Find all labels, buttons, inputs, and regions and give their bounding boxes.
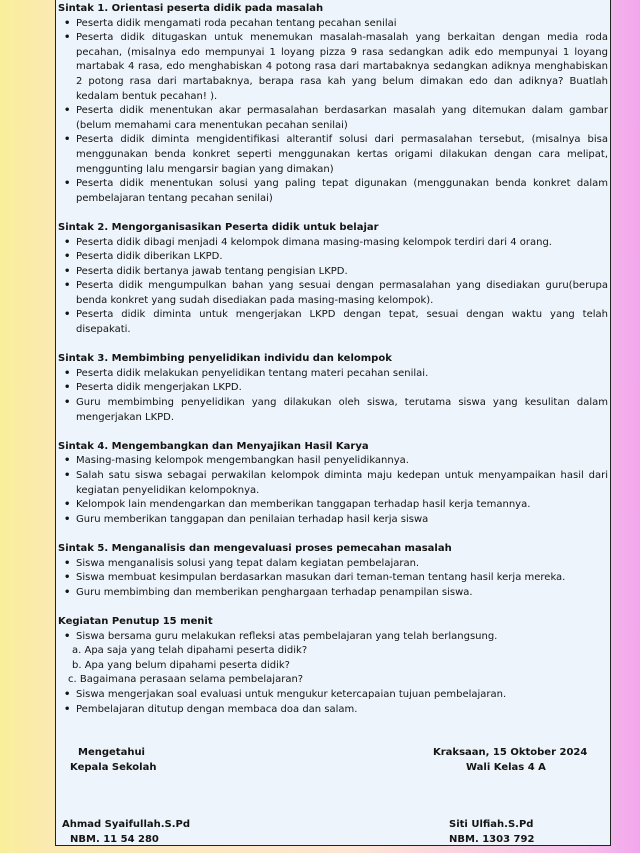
sintak-3-title: Sintak 3. Membimbing penyelidikan individu dan kelompok [58, 353, 392, 365]
sintak-1-list [58, 17, 608, 207]
list-item: • Peserta didik menentukan solusi yang paling tepat digunakan (menggunakan benda konkret dalam pembelajaran tentang pecahan senilai) [58, 177, 608, 206]
sintak-2-list [58, 236, 608, 338]
list-item: • Peserta didik diminta untuk mengerjakan LKPD dengan tepat, sesuai dengan waktu yang telah disepakati. [58, 308, 608, 337]
reflection-question-c: c. Bagaimana perasaan selama pembelajaran? [68, 674, 304, 686]
sintak-5-list [58, 557, 608, 601]
right-sign-line2: Wali Kelas 4 A [466, 762, 546, 773]
list-item: • Peserta didik diminta mengidentifikasi alterantif solusi dari permasalahan tersebut, (misalnya bisa menggunakan benda konkret seperti menggunakan kertas origami dilakukan dengan cara melipat, menggunting lalu mengarsir bagian yang dimakan) [58, 133, 608, 177]
right-sign-nbm: NBM. 1303 792 [449, 834, 535, 845]
list-item: • Siswa menganalisis solusi yang tepat dalam kegiatan pembelajaran. [58, 557, 608, 572]
document-page [55, 0, 611, 846]
list-item: • Guru membimbing dan memberikan penghargaan terhadap penampilan siswa. [58, 586, 608, 601]
reflection-question-a: a. Apa saja yang telah dipahami peserta didik? [72, 645, 308, 657]
left-sign-line1: Mengetahui [78, 747, 145, 758]
list-item: • Pembelajaran ditutup dengan membaca doa dan salam. [58, 703, 608, 718]
sintak-2-title: Sintak 2. Mengorganisasikan Peserta didik untuk belajar [58, 221, 379, 233]
list-item: • Siswa membuat kesimpulan berdasarkan masukan dari teman-teman tentang hasil kerja mereka. [58, 571, 608, 586]
list-item: • Peserta didik menentukan akar permasalahan berdasarkan masalah yang ditemukan dalam gambar (belum memahami cara menentukan pecahan senilai) [58, 104, 608, 133]
sintak-1-title: Sintak 1. Orientasi peserta didik pada masalah [58, 3, 324, 14]
closing-list [58, 630, 608, 645]
left-sign-nbm: NBM. 11 54 280 [70, 834, 159, 845]
list-item: • Siswa mengerjakan soal evaluasi untuk mengukur ketercapaian tujuan pembelajaran. [58, 688, 608, 703]
list-item: • Peserta didik melakukan penyelidikan tentang materi pecahan senilai. [58, 367, 608, 382]
list-item: • Siswa bersama guru melakukan refleksi atas pembelajaran yang telah berlangsung. [58, 630, 608, 645]
reflection-question-b: b. Apa yang belum dipahami peserta didik? [72, 659, 290, 671]
list-item: • Peserta didik mengumpulkan bahan yang sesuai dengan permasalahan yang disediakan guru(berupa benda konkret yang sudah disediakan pada masing-masing kelompok). [58, 279, 608, 308]
closing-title: Kegiatan Penutup 15 menit [58, 615, 213, 627]
list-item: • Peserta didik bertanya jawab tentang pengisian LKPD. [58, 265, 608, 280]
list-item: • Guru membimbing penyelidikan yang dilakukan oleh siswa, terutama siswa yang kesulitan dalam mengerjakan LKPD. [58, 396, 608, 425]
list-item: • Guru memberikan tanggapan dan penilaian terhadap hasil kerja siswa [58, 513, 608, 528]
closing-list-2 [58, 688, 608, 717]
list-item: • Peserta didik dibagi menjadi 4 kelompok dimana masing-masing kelompok terdiri dari 4 orang. [58, 236, 608, 251]
sintak-4-list [58, 454, 608, 527]
sintak-4-title: Sintak 4. Mengembangkan dan Menyajikan Hasil Karya [58, 440, 369, 452]
list-item: • Peserta didik ditugaskan untuk menemukan masalah-masalah yang berkaitan dengan media roda pecahan, (misalnya edo mempunyai 1 loyang pizza 9 rasa sedangkan adik edo mempunyai 1 loyang martabak 4 rasa, edo menghabiskan 4 potong rasa dari martabaknya sedangkan adiknya menghabiskan 2 potong rasa dari martabaknya, berapa rasa kah yang belum dimakan edo dan adiknya? Buatlah kedalam bentuk pecahan! ). [58, 31, 608, 104]
left-sign-line2: Kepala Sekolah [70, 762, 157, 773]
list-item: • Peserta didik mengerjakan LKPD. [58, 381, 608, 396]
right-sign-name: Siti Ulfiah.S.Pd [449, 819, 534, 830]
list-item: • Kelompok lain mendengarkan dan memberikan tanggapan terhadap hasil kerja temannya. [58, 498, 608, 513]
list-item: • Peserta didik mengamati roda pecahan tentang pecahan senilai [58, 17, 608, 32]
list-item: • Peserta didik diberikan LKPD. [58, 250, 608, 265]
sintak-3-list [58, 367, 608, 425]
list-item: • Salah satu siswa sebagai perwakilan kelompok diminta maju kedepan untuk menyampaikan hasil dari kegiatan penyelidikan kelompoknya. [58, 469, 608, 498]
left-sign-name: Ahmad Syaifullah.S.Pd [62, 819, 191, 830]
list-item: • Masing-masing kelompok mengembangkan hasil penyelidikannya. [58, 454, 608, 469]
sintak-5-title: Sintak 5. Menganalisis dan mengevaluasi proses pemecahan masalah [58, 542, 452, 554]
right-sign-line1: Kraksaan, 15 Oktober 2024 [433, 747, 588, 758]
document-content [58, 2, 608, 717]
